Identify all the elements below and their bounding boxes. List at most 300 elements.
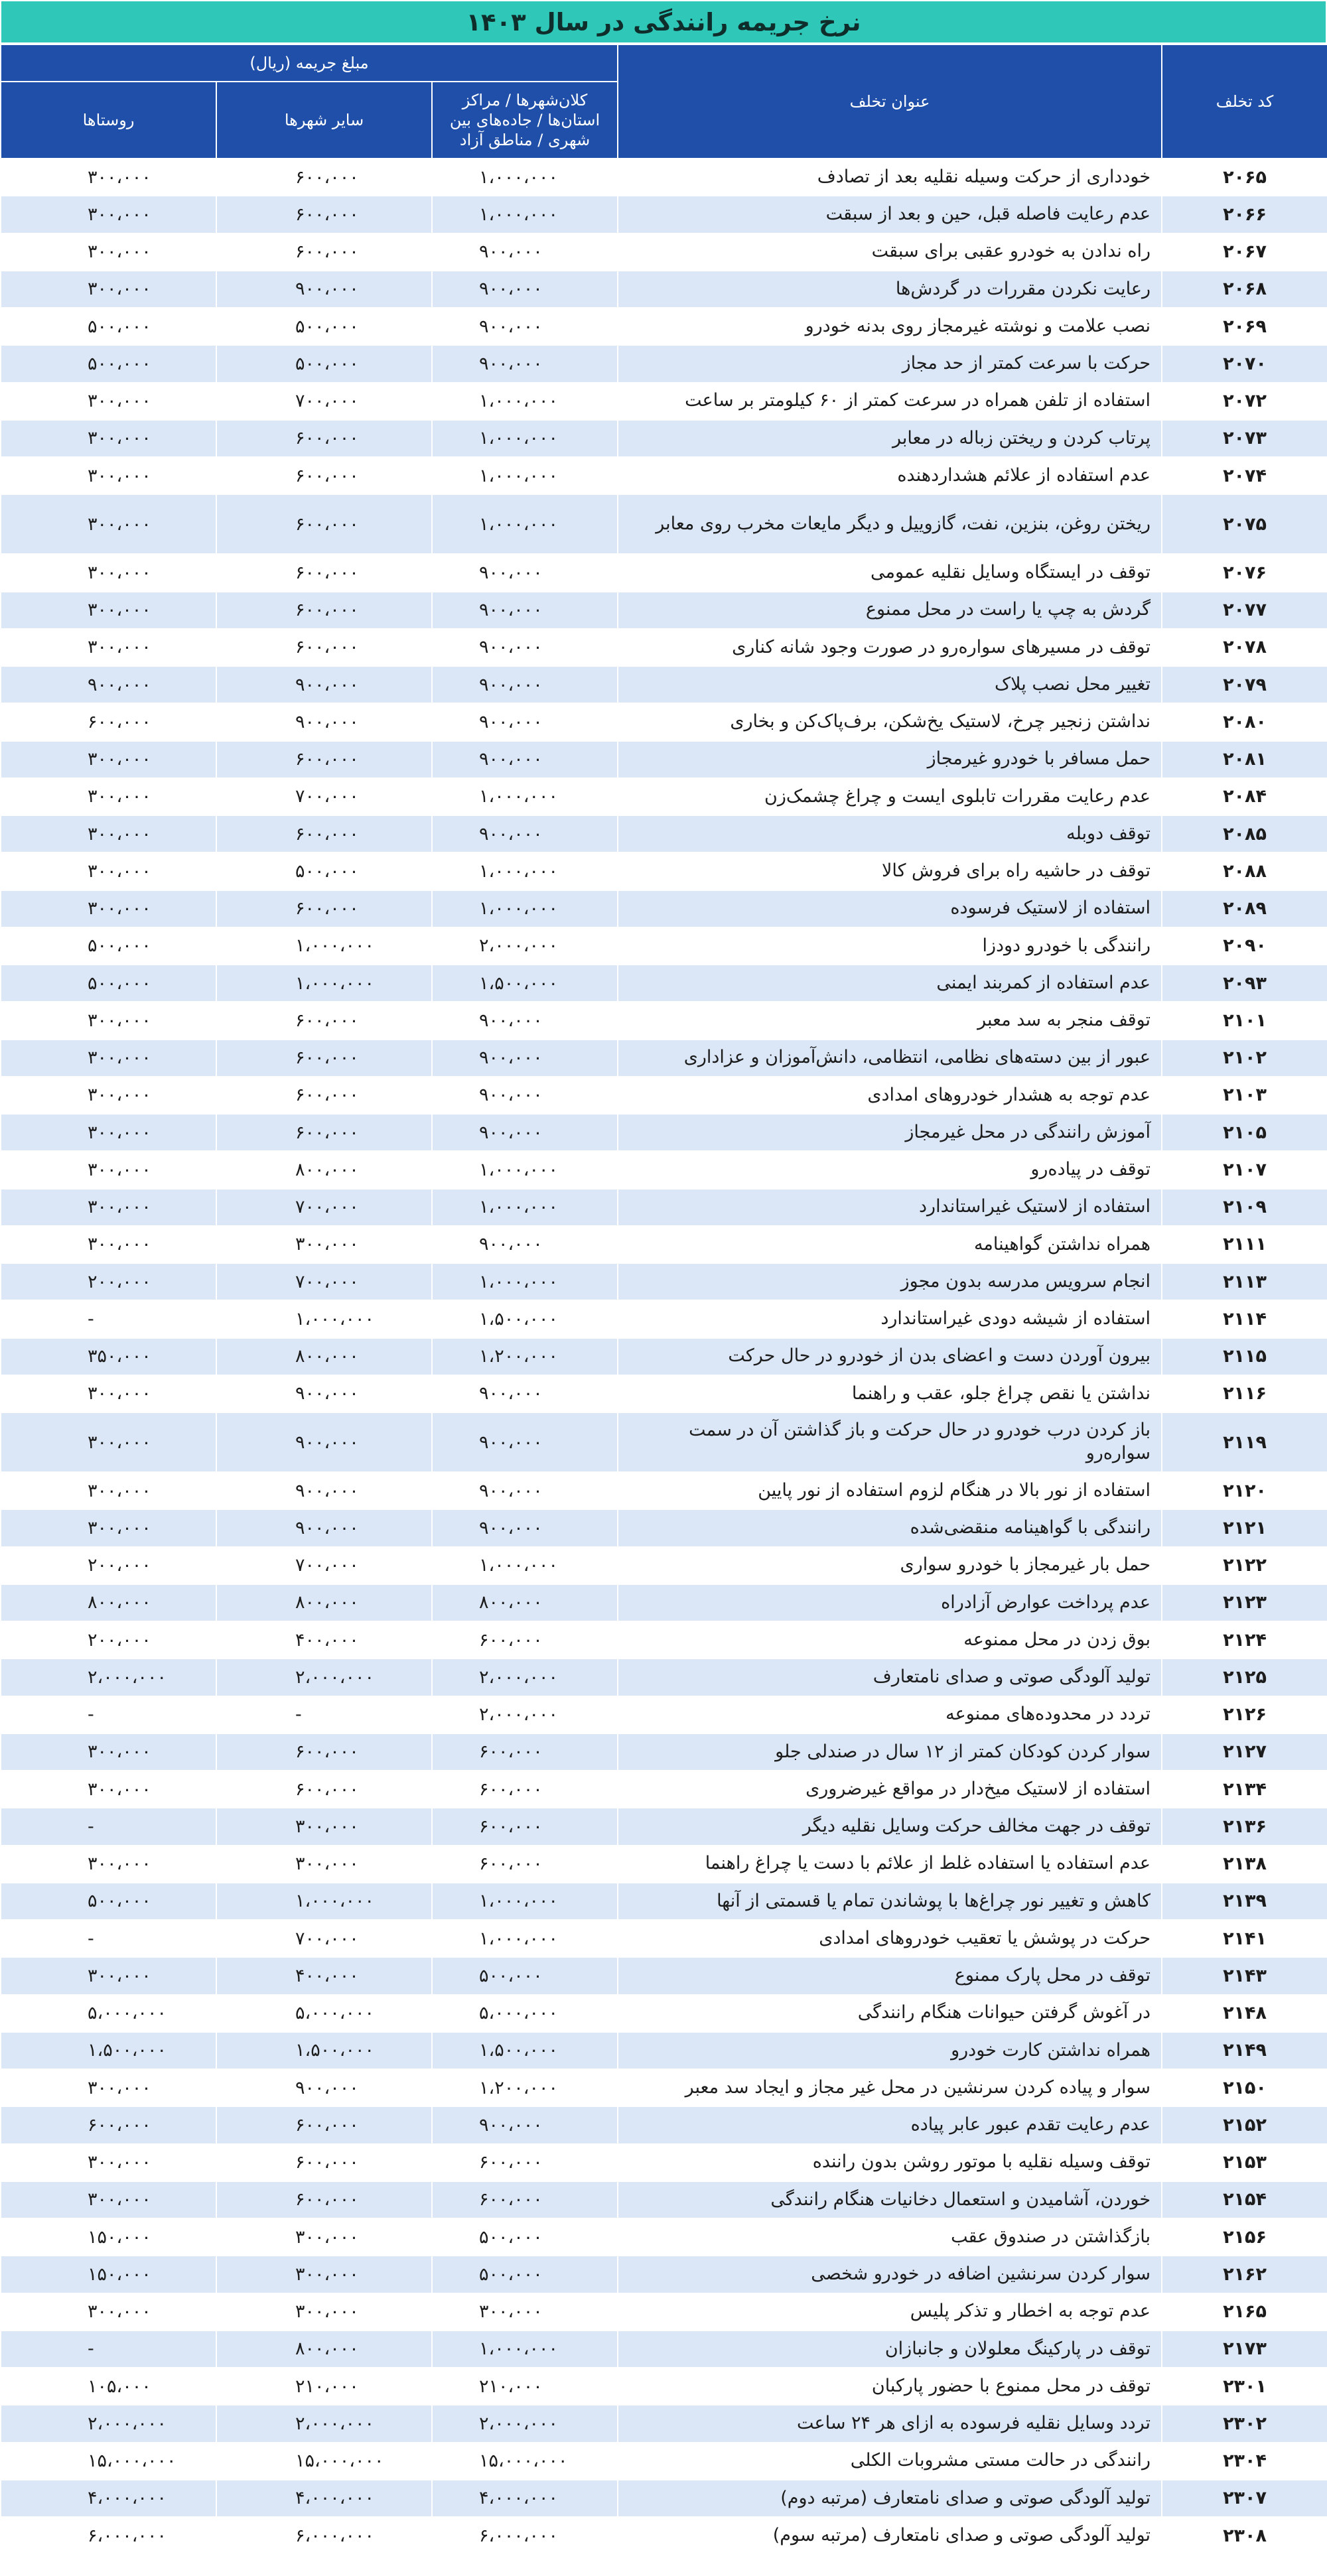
fine-metro: ۱،۰۰۰،۰۰۰ [432, 196, 618, 233]
table-row [1, 1771, 1327, 1808]
violation-code: ۲۱۴۹ [1162, 2032, 1327, 2069]
header-other-cities: سایر شهرها [216, 82, 432, 159]
fine-metro: ۶۰۰،۰۰۰ [432, 1621, 618, 1659]
fine-other-cities: ۱،۰۰۰،۰۰۰ [216, 965, 432, 1002]
violation-code: ۲۱۰۵ [1162, 1114, 1327, 1151]
violation-code: ۲۱۴۸ [1162, 1995, 1327, 2032]
violation-title: بوق زدن در محل ممنوعه [618, 1621, 1162, 1659]
fine-other-cities: ۶۰۰،۰۰۰ [216, 2181, 432, 2218]
violation-code: ۲۱۱۶ [1162, 1375, 1327, 1412]
violation-title: توقف در حاشیه راه برای فروش کالا [618, 852, 1162, 890]
violation-code: ۲۰۹۰ [1162, 927, 1327, 965]
violation-code: ۲۱۰۲ [1162, 1040, 1327, 1077]
table-row [1, 234, 1327, 271]
fine-villages: ۲،۰۰۰،۰۰۰ [1, 2405, 216, 2442]
table-row [1, 345, 1327, 382]
fine-villages: ۳۰۰،۰۰۰ [1, 2144, 216, 2181]
table-row [1, 308, 1327, 345]
fine-villages: ۲،۰۰۰،۰۰۰ [1, 1659, 216, 1696]
fine-other-cities: ۱،۰۰۰،۰۰۰ [216, 1883, 432, 1920]
table-row [1, 1920, 1327, 1957]
table-row [1, 1189, 1327, 1226]
violation-title: توقف در ایستگاه وسایل نقلیه عمومی [618, 554, 1162, 591]
fine-other-cities: ۹۰۰،۰۰۰ [216, 2069, 432, 2106]
table-row [1, 741, 1327, 778]
fine-villages: ۳۰۰،۰۰۰ [1, 2069, 216, 2106]
violation-code: ۲۱۱۳ [1162, 1263, 1327, 1300]
fine-villages: ۳۰۰،۰۰۰ [1, 852, 216, 890]
fine-metro: ۹۰۰،۰۰۰ [432, 1509, 618, 1546]
violation-code: ۲۰۶۸ [1162, 271, 1327, 308]
violation-title: حمل مسافر با خودرو غیرمجاز [618, 741, 1162, 778]
fine-metro: ۹۰۰،۰۰۰ [432, 592, 618, 629]
fine-other-cities: ۳۰۰،۰۰۰ [216, 2256, 432, 2293]
fine-metro: ۹۰۰،۰۰۰ [432, 1002, 618, 1039]
fine-other-cities: ۶۰۰،۰۰۰ [216, 2144, 432, 2181]
table-row [1, 2144, 1327, 2181]
fine-other-cities: ۶۰۰،۰۰۰ [216, 592, 432, 629]
violation-code: ۲۱۲۴ [1162, 1621, 1327, 1659]
table-row [1, 1338, 1327, 1375]
violation-code: ۲۱۲۳ [1162, 1584, 1327, 1621]
fine-metro: ۲۱۰،۰۰۰ [432, 2368, 618, 2405]
fine-other-cities: ۵،۰۰۰،۰۰۰ [216, 1995, 432, 2032]
fine-villages: ۳۰۰،۰۰۰ [1, 1114, 216, 1151]
violation-title: حمل بار غیرمجاز با خودرو سواری [618, 1547, 1162, 1584]
violation-code: ۲۰۸۴ [1162, 778, 1327, 815]
fine-metro: ۶۰۰،۰۰۰ [432, 2181, 618, 2218]
violation-title: عبور از بین دسته‌های نظامی، انتظامی، دانش‌آموزان و عزاداری [618, 1040, 1162, 1077]
fine-villages: ۳۰۰،۰۰۰ [1, 1189, 216, 1226]
fine-other-cities: ۸۰۰،۰۰۰ [216, 1338, 432, 1375]
fine-villages: ۳۰۰،۰۰۰ [1, 383, 216, 420]
fine-villages: ۱۵۰،۰۰۰ [1, 2218, 216, 2256]
fine-villages: ۳۰۰،۰۰۰ [1, 1040, 216, 1077]
violation-title: توقف در پیاده‌رو [618, 1151, 1162, 1188]
fine-other-cities: ۷۰۰،۰۰۰ [216, 1263, 432, 1300]
table-row [1, 1957, 1327, 1994]
fine-metro: ۳۰۰،۰۰۰ [432, 2293, 618, 2331]
fine-other-cities: ۲،۰۰۰،۰۰۰ [216, 2405, 432, 2442]
violation-code: ۲۰۹۳ [1162, 965, 1327, 1002]
fine-villages: ۳۰۰،۰۰۰ [1, 1472, 216, 1509]
violation-code: ۲۱۷۳ [1162, 2331, 1327, 2368]
violation-title: توقف در جهت مخالف حرکت وسایل نقلیه دیگر [618, 1808, 1162, 1845]
fine-villages: ۲۰۰،۰۰۰ [1, 1621, 216, 1659]
violation-code: ۲۱۵۴ [1162, 2181, 1327, 2218]
fine-villages: ۵۰۰،۰۰۰ [1, 1883, 216, 1920]
fine-villages: ۶،۰۰۰،۰۰۰ [1, 2517, 216, 2554]
fine-other-cities: ۹۰۰،۰۰۰ [216, 1472, 432, 1509]
violation-title: نداشتن زنجیر چرخ، لاستیک یخ‌شکن، برف‌پاک‌کن و بخاری [618, 703, 1162, 740]
violation-code: ۲۰۸۹ [1162, 890, 1327, 927]
fine-villages: ۹۰۰،۰۰۰ [1, 666, 216, 703]
fine-other-cities: ۶۰۰،۰۰۰ [216, 1114, 432, 1151]
fine-other-cities: ۳۰۰،۰۰۰ [216, 2293, 432, 2331]
table-row [1, 554, 1327, 591]
fine-metro: ۱،۰۰۰،۰۰۰ [432, 852, 618, 890]
violation-title: تغییر محل نصب پلاک [618, 666, 1162, 703]
fine-villages: ۳۰۰،۰۰۰ [1, 457, 216, 494]
fine-villages: ۱۵،۰۰۰،۰۰۰ [1, 2443, 216, 2480]
fine-metro: ۱،۰۰۰،۰۰۰ [432, 1189, 618, 1226]
fine-metro: ۹۰۰،۰۰۰ [432, 1412, 618, 1472]
violation-code: ۲۰۷۲ [1162, 383, 1327, 420]
page-title: نرخ جریمه رانندگی در سال ۱۴۰۳ [0, 0, 1327, 44]
violation-title: تولید آلودگی صوتی و صدای نامتعارف (مرتبه سوم) [618, 2517, 1162, 2554]
fine-metro: ۱،۰۰۰،۰۰۰ [432, 1883, 618, 1920]
violation-code: ۲۳۰۴ [1162, 2443, 1327, 2480]
fine-metro: ۵۰۰،۰۰۰ [432, 2256, 618, 2293]
violation-code: ۲۱۲۰ [1162, 1472, 1327, 1509]
fine-other-cities: ۷۰۰،۰۰۰ [216, 1189, 432, 1226]
fine-other-cities: ۳۰۰،۰۰۰ [216, 1846, 432, 1883]
violation-code: ۲۰۷۷ [1162, 592, 1327, 629]
violation-code: ۲۰۸۸ [1162, 852, 1327, 890]
violation-title: نداشتن یا نقص چراغ جلو، عقب و راهنما [618, 1375, 1162, 1412]
fine-metro: ۱،۰۰۰،۰۰۰ [432, 890, 618, 927]
violation-code: ۲۱۶۵ [1162, 2293, 1327, 2331]
table-row [1, 2181, 1327, 2218]
fine-metro: ۱،۰۰۰،۰۰۰ [432, 1547, 618, 1584]
violation-code: ۲۰۷۳ [1162, 420, 1327, 457]
fine-villages: ۳۰۰،۰۰۰ [1, 1412, 216, 1472]
violation-code: ۲۱۳۸ [1162, 1846, 1327, 1883]
table-row [1, 1584, 1327, 1621]
fine-metro: ۱،۰۰۰،۰۰۰ [432, 2331, 618, 2368]
violation-code: ۲۰۷۵ [1162, 494, 1327, 554]
fine-other-cities: ۹۰۰،۰۰۰ [216, 1412, 432, 1472]
table-row [1, 2368, 1327, 2405]
fine-other-cities: ۶۰۰،۰۰۰ [216, 815, 432, 852]
violation-title: عدم استفاده از علائم هشداردهنده [618, 457, 1162, 494]
table-row [1, 159, 1327, 196]
table-row [1, 1547, 1327, 1584]
fine-other-cities: ۲۱۰،۰۰۰ [216, 2368, 432, 2405]
violation-title: توقف منجر به سد معبر [618, 1002, 1162, 1039]
violation-code: ۲۱۳۴ [1162, 1771, 1327, 1808]
fine-villages: - [1, 1920, 216, 1957]
header-amount-group: مبلغ جریمه (ریال) [1, 44, 618, 82]
violation-code: ۲۱۰۹ [1162, 1189, 1327, 1226]
fines-table-body [1, 159, 1327, 2554]
fine-metro: ۹۰۰،۰۰۰ [432, 308, 618, 345]
violation-code: ۲۰۸۱ [1162, 741, 1327, 778]
fine-metro: ۶۰۰،۰۰۰ [432, 1846, 618, 1883]
table-row [1, 2405, 1327, 2442]
violation-code: ۲۰۷۹ [1162, 666, 1327, 703]
fine-other-cities: ۹۰۰،۰۰۰ [216, 1375, 432, 1412]
fine-villages: ۳۰۰،۰۰۰ [1, 2293, 216, 2331]
fine-other-cities: ۳۰۰،۰۰۰ [216, 1808, 432, 1845]
fine-metro: ۴،۰۰۰،۰۰۰ [432, 2480, 618, 2517]
violation-code: ۲۱۲۵ [1162, 1659, 1327, 1696]
fine-other-cities: ۳۰۰،۰۰۰ [216, 1226, 432, 1263]
fine-metro: ۹۰۰،۰۰۰ [432, 815, 618, 852]
fine-other-cities: - [216, 1696, 432, 1733]
fine-other-cities: ۵۰۰،۰۰۰ [216, 345, 432, 382]
table-row [1, 2480, 1327, 2517]
violation-code: ۲۳۰۸ [1162, 2517, 1327, 2554]
table-row [1, 1659, 1327, 1696]
violation-title: رانندگی با گواهینامه منقضی‌شده [618, 1509, 1162, 1546]
table-row [1, 1509, 1327, 1546]
table-row [1, 271, 1327, 308]
table-row [1, 703, 1327, 740]
violation-code: ۲۳۰۱ [1162, 2368, 1327, 2405]
fine-villages: ۳۰۰،۰۰۰ [1, 271, 216, 308]
violation-title: رعایت نکردن مقررات در گردش‌ها [618, 271, 1162, 308]
violation-code: ۲۱۳۹ [1162, 1883, 1327, 1920]
violation-title: سوار کردن کودکان کمتر از ۱۲ سال در صندلی جلو [618, 1733, 1162, 1771]
violation-code: ۲۱۰۳ [1162, 1077, 1327, 1114]
fine-other-cities: ۱،۰۰۰،۰۰۰ [216, 1300, 432, 1337]
violation-title: خوردن، آشامیدن و استعمال دخانیات هنگام رانندگی [618, 2181, 1162, 2218]
violation-code: ۲۱۲۷ [1162, 1733, 1327, 1771]
table-row [1, 1263, 1327, 1300]
fine-other-cities: ۶،۰۰۰،۰۰۰ [216, 2517, 432, 2554]
fine-villages: ۵۰۰،۰۰۰ [1, 345, 216, 382]
violation-code: ۲۱۱۴ [1162, 1300, 1327, 1337]
table-row [1, 965, 1327, 1002]
violation-title: تولید آلودگی صوتی و صدای نامتعارف (مرتبه دوم) [618, 2480, 1162, 2517]
violation-title: سوار کردن سرنشین اضافه در خودرو شخصی [618, 2256, 1162, 2293]
fine-villages: ۳۰۰،۰۰۰ [1, 1509, 216, 1546]
violation-title: توقف وسیله نقلیه با موتور روشن بدون راننده [618, 2144, 1162, 2181]
table-row [1, 2032, 1327, 2069]
fine-other-cities: ۶۰۰،۰۰۰ [216, 1002, 432, 1039]
table-row [1, 592, 1327, 629]
violation-title: در آغوش گرفتن حیوانات هنگام رانندگی [618, 1995, 1162, 2032]
fine-villages: ۲۰۰،۰۰۰ [1, 1263, 216, 1300]
fine-metro: ۲،۰۰۰،۰۰۰ [432, 1659, 618, 1696]
fine-metro: ۵۰۰،۰۰۰ [432, 2218, 618, 2256]
violation-code: ۲۰۸۰ [1162, 703, 1327, 740]
table-row [1, 666, 1327, 703]
fine-metro: ۹۰۰،۰۰۰ [432, 666, 618, 703]
fine-other-cities: ۶۰۰،۰۰۰ [216, 890, 432, 927]
fine-metro: ۶۰۰،۰۰۰ [432, 2144, 618, 2181]
table-row [1, 1300, 1327, 1337]
table-row [1, 2106, 1327, 2143]
fine-other-cities: ۱،۵۰۰،۰۰۰ [216, 2032, 432, 2069]
fine-villages: ۳۰۰،۰۰۰ [1, 890, 216, 927]
table-row [1, 1040, 1327, 1077]
violation-code: ۲۰۶۷ [1162, 234, 1327, 271]
violation-title: استفاده از لاستیک فرسوده [618, 890, 1162, 927]
table-row [1, 1883, 1327, 1920]
fine-metro: ۹۰۰،۰۰۰ [432, 271, 618, 308]
fine-metro: ۱،۰۰۰،۰۰۰ [432, 1920, 618, 1957]
violation-title: استفاده از نور بالا در هنگام لزوم استفاده از نور پایین [618, 1472, 1162, 1509]
fine-villages: ۳۰۰،۰۰۰ [1, 1957, 216, 1994]
fine-metro: ۹۰۰،۰۰۰ [432, 234, 618, 271]
table-row [1, 2517, 1327, 2554]
violation-code: ۲۰۷۶ [1162, 554, 1327, 591]
fine-villages: ۳۰۰،۰۰۰ [1, 1733, 216, 1771]
violation-title: خودداری از حرکت وسیله نقلیه بعد از تصادف [618, 159, 1162, 196]
header-code: کد تخلف [1162, 44, 1327, 159]
table-row [1, 1846, 1327, 1883]
table-row [1, 778, 1327, 815]
fine-villages: ۲۰۰،۰۰۰ [1, 1547, 216, 1584]
violation-title: عدم توجه به هشدار خودروهای امدادی [618, 1077, 1162, 1114]
fine-villages: ۳۰۰،۰۰۰ [1, 420, 216, 457]
violation-title: نصب علامت و نوشته غیرمجاز روی بدنه خودرو [618, 308, 1162, 345]
fine-other-cities: ۷۰۰،۰۰۰ [216, 778, 432, 815]
table-row [1, 457, 1327, 494]
fine-villages: ۳۰۰،۰۰۰ [1, 815, 216, 852]
fine-villages: ۱۵۰،۰۰۰ [1, 2256, 216, 2293]
fine-villages: ۳۰۰،۰۰۰ [1, 1846, 216, 1883]
fine-other-cities: ۶۰۰،۰۰۰ [216, 1771, 432, 1808]
table-row [1, 852, 1327, 890]
table-row [1, 2443, 1327, 2480]
fine-other-cities: ۵۰۰،۰۰۰ [216, 852, 432, 890]
fine-other-cities: ۶۰۰،۰۰۰ [216, 420, 432, 457]
fine-metro: ۹۰۰،۰۰۰ [432, 2106, 618, 2143]
table-row [1, 1808, 1327, 1845]
fine-villages: - [1, 2331, 216, 2368]
fine-other-cities: ۸۰۰،۰۰۰ [216, 2331, 432, 2368]
fine-other-cities: ۶۰۰،۰۰۰ [216, 494, 432, 554]
violation-title: حرکت در پوشش یا تعقیب خودروهای امدادی [618, 1920, 1162, 1957]
fine-other-cities: ۶۰۰،۰۰۰ [216, 741, 432, 778]
fine-metro: ۱،۵۰۰،۰۰۰ [432, 2032, 618, 2069]
violation-title: استفاده از لاستیک میخ‌دار در مواقع غیرضروری [618, 1771, 1162, 1808]
fine-other-cities: ۶۰۰،۰۰۰ [216, 196, 432, 233]
table-row [1, 420, 1327, 457]
violation-code: ۲۱۱۹ [1162, 1412, 1327, 1472]
violation-code: ۲۰۷۴ [1162, 457, 1327, 494]
fine-metro: ۵،۰۰۰،۰۰۰ [432, 1995, 618, 2032]
violation-title: ریختن روغن، بنزین، نفت، گازوییل و دیگر مایعات مخرب روی معابر [618, 494, 1162, 554]
violation-code: ۲۱۵۲ [1162, 2106, 1327, 2143]
violation-code: ۲۰۸۵ [1162, 815, 1327, 852]
fine-metro: ۶۰۰،۰۰۰ [432, 1733, 618, 1771]
fine-villages: ۳۵۰،۰۰۰ [1, 1338, 216, 1375]
violation-title: کاهش و تغییر نور چراغ‌ها با پوشاندن تمام یا قسمتی از آنها [618, 1883, 1162, 1920]
violation-title: توقف در مسیرهای سواره‌رو در صورت وجود شانه کناری [618, 629, 1162, 666]
violation-title: پرتاب کردن و ریختن زباله در معابر [618, 420, 1162, 457]
violation-title: عدم رعایت فاصله قبل، حین و بعد از سبقت [618, 196, 1162, 233]
violation-title: عدم استفاده یا استفاده غلط از علائم با دست یا چراغ راهنما [618, 1846, 1162, 1883]
violation-title: بازگذاشتن در صندوق عقب [618, 2218, 1162, 2256]
fine-metro: ۹۰۰،۰۰۰ [432, 1375, 618, 1412]
violation-title: تردد در محدوده‌های ممنوعه [618, 1696, 1162, 1733]
fine-metro: ۲،۰۰۰،۰۰۰ [432, 2405, 618, 2442]
violation-code: ۲۰۷۰ [1162, 345, 1327, 382]
violation-code: ۲۰۶۹ [1162, 308, 1327, 345]
fine-villages: ۳۰۰،۰۰۰ [1, 234, 216, 271]
violation-code: ۲۱۰۱ [1162, 1002, 1327, 1039]
fine-other-cities: ۸۰۰،۰۰۰ [216, 1584, 432, 1621]
fine-other-cities: ۶۰۰،۰۰۰ [216, 159, 432, 196]
table-row [1, 2069, 1327, 2106]
fine-other-cities: ۴۰۰،۰۰۰ [216, 1957, 432, 1994]
fine-villages: ۳۰۰،۰۰۰ [1, 554, 216, 591]
fine-metro: ۱،۰۰۰،۰۰۰ [432, 778, 618, 815]
table-row [1, 1995, 1327, 2032]
violation-title: آموزش رانندگی در محل غیرمجاز [618, 1114, 1162, 1151]
fine-other-cities: ۶۰۰،۰۰۰ [216, 1040, 432, 1077]
fine-other-cities: ۶۰۰،۰۰۰ [216, 2106, 432, 2143]
fine-villages: ۳۰۰،۰۰۰ [1, 778, 216, 815]
violation-code: ۲۱۲۶ [1162, 1696, 1327, 1733]
violation-code: ۲۱۱۱ [1162, 1226, 1327, 1263]
violation-title: استفاده از لاستیک غیراستاندارد [618, 1189, 1162, 1226]
fine-villages: ۵۰۰،۰۰۰ [1, 965, 216, 1002]
table-row [1, 890, 1327, 927]
fine-metro: ۹۰۰،۰۰۰ [432, 1226, 618, 1263]
fine-other-cities: ۱،۰۰۰،۰۰۰ [216, 927, 432, 965]
violation-code: ۲۳۰۲ [1162, 2405, 1327, 2442]
fine-metro: ۹۰۰،۰۰۰ [432, 1040, 618, 1077]
violation-title: توقف در محل ممنوع با حضور پارکبان [618, 2368, 1162, 2405]
fine-other-cities: ۹۰۰،۰۰۰ [216, 1509, 432, 1546]
violation-title: توقف دوبله [618, 815, 1162, 852]
fine-metro: ۶۰۰،۰۰۰ [432, 1771, 618, 1808]
fine-other-cities: ۷۰۰،۰۰۰ [216, 1547, 432, 1584]
violation-code: ۲۱۱۵ [1162, 1338, 1327, 1375]
fine-other-cities: ۱۵،۰۰۰،۰۰۰ [216, 2443, 432, 2480]
fine-other-cities: ۶۰۰،۰۰۰ [216, 457, 432, 494]
violation-title: همراه نداشتن گواهینامه [618, 1226, 1162, 1263]
table-row [1, 1151, 1327, 1188]
fine-metro: ۹۰۰،۰۰۰ [432, 345, 618, 382]
fine-other-cities: ۲،۰۰۰،۰۰۰ [216, 1659, 432, 1696]
table-row [1, 1077, 1327, 1114]
violation-title: انجام سرویس مدرسه بدون مجوز [618, 1263, 1162, 1300]
fine-other-cities: ۵۰۰،۰۰۰ [216, 308, 432, 345]
fine-metro: ۶۰۰،۰۰۰ [432, 1808, 618, 1845]
fine-villages: ۳۰۰،۰۰۰ [1, 592, 216, 629]
table-row [1, 1002, 1327, 1039]
fine-other-cities: ۷۰۰،۰۰۰ [216, 383, 432, 420]
violation-title: راه ندادن به خودرو عقبی برای سبقت [618, 234, 1162, 271]
fine-other-cities: ۳۰۰،۰۰۰ [216, 2218, 432, 2256]
table-row [1, 1733, 1327, 1771]
header-villages: روستاها [1, 82, 216, 159]
violation-title: استفاده از شیشه دودی غیراستاندارد [618, 1300, 1162, 1337]
violation-code: ۲۱۳۶ [1162, 1808, 1327, 1845]
fine-metro: ۱،۲۰۰،۰۰۰ [432, 2069, 618, 2106]
violation-title: گردش به چپ یا راست در محل ممنوع [618, 592, 1162, 629]
table-row [1, 629, 1327, 666]
fine-other-cities: ۴،۰۰۰،۰۰۰ [216, 2480, 432, 2517]
fine-metro: ۱،۰۰۰،۰۰۰ [432, 383, 618, 420]
fine-metro: ۱،۰۰۰،۰۰۰ [432, 1151, 618, 1188]
violation-code: ۲۱۵۳ [1162, 2144, 1327, 2181]
fine-villages: ۳۰۰،۰۰۰ [1, 1002, 216, 1039]
violation-title: عدم توجه به اخطار و تذکر پلیس [618, 2293, 1162, 2331]
fine-metro: ۱،۵۰۰،۰۰۰ [432, 965, 618, 1002]
violation-title: عدم رعایت مقررات تابلوی ایست و چراغ چشمک‌زن [618, 778, 1162, 815]
violation-code: ۲۱۶۲ [1162, 2256, 1327, 2293]
violation-title: همراه نداشتن کارت خودرو [618, 2032, 1162, 2069]
table-row [1, 2331, 1327, 2368]
fine-other-cities: ۴۰۰،۰۰۰ [216, 1621, 432, 1659]
fine-metro: ۹۰۰،۰۰۰ [432, 629, 618, 666]
fine-metro: ۵۰۰،۰۰۰ [432, 1957, 618, 1994]
header-violation-title: عنوان تخلف [618, 44, 1162, 159]
fine-metro: ۹۰۰،۰۰۰ [432, 703, 618, 740]
fine-villages: ۳۰۰،۰۰۰ [1, 159, 216, 196]
fine-villages: - [1, 1696, 216, 1733]
fine-metro: ۹۰۰،۰۰۰ [432, 1472, 618, 1509]
fine-villages: ۳۰۰،۰۰۰ [1, 629, 216, 666]
fine-other-cities: ۶۰۰،۰۰۰ [216, 1077, 432, 1114]
